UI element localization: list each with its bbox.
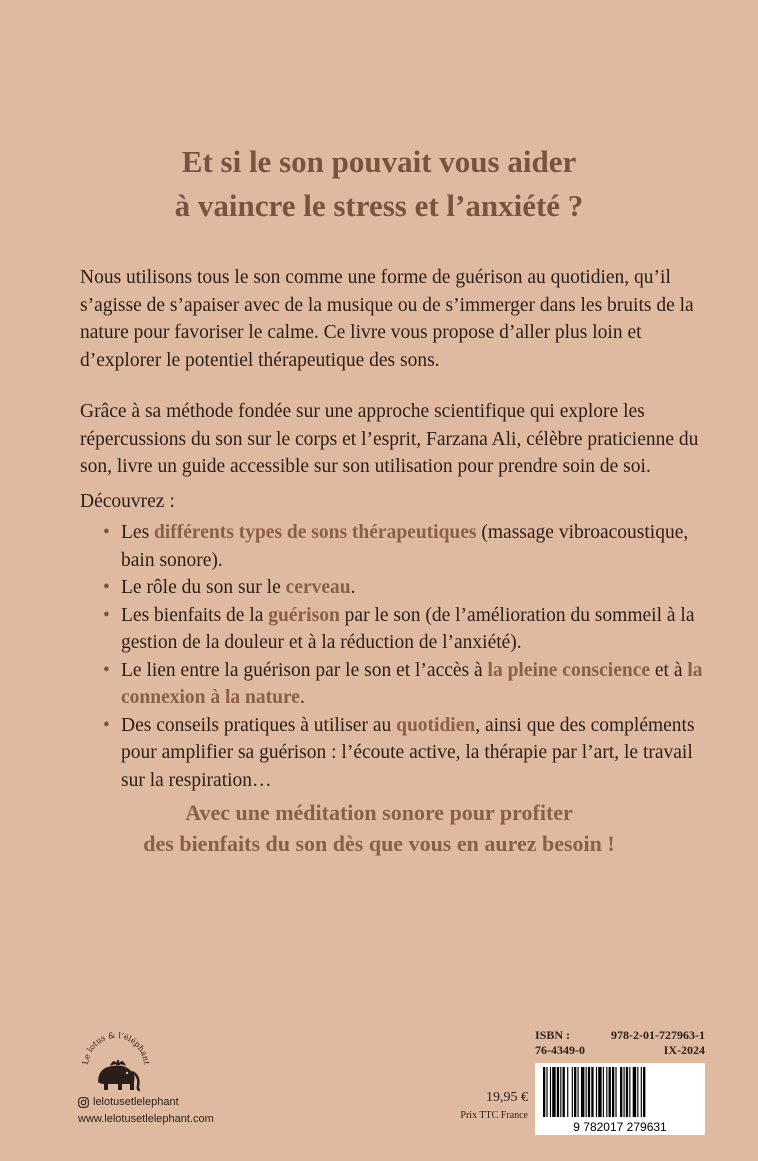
list-item-highlight: la pleine conscience (487, 659, 651, 681)
discover-label: Découvrez : (80, 491, 175, 512)
headline-line-2: à vaincre le stress et l’anxiété ? (174, 188, 584, 223)
price-amount: 19,95 € (486, 1090, 528, 1105)
barcode-graphic (535, 1063, 705, 1135)
list-item (103, 574, 703, 602)
isbn-label: ISBN : (535, 1028, 571, 1042)
topics-list (103, 519, 703, 794)
list-item (103, 602, 703, 657)
list-item-highlight: cerveau (285, 577, 351, 598)
isbn-block (535, 1028, 705, 1058)
list-item-text: Les bienfaits de la (121, 604, 269, 626)
list-item (103, 712, 703, 795)
list-item-highlight: quotidien (396, 714, 476, 736)
isbn-number: 978-2-01-727963-1 (611, 1028, 705, 1042)
elephant-lotus-icon (76, 1026, 156, 1096)
intro-paragraph: Nous utilisons tous le son comme une forme de guérison au quotidien, qu’il s’agisse de s’apaiser avec de la musique ou de s’immerger dans les bruits de la nature pour favoriser le calme. Ce livre vous propose d’aller plus loin et d’explorer le potentiel thérapeutique des sons. (80, 267, 694, 371)
instagram-handle[interactable]: lelotusetlelephant (93, 1096, 179, 1108)
list-item-text: Le rôle du son sur le (121, 577, 286, 598)
list-item-text: (massage vibroacoustique, bain sonore). (121, 522, 689, 571)
isbn-code-2: IX-2024 (663, 1043, 705, 1057)
closing-statement (0, 797, 758, 859)
closing-line-1: Avec une méditation sonore pour profiter (185, 800, 573, 825)
list-item-text: Des conseils pratiques à utiliser au (121, 714, 397, 736)
price-label: Prix TTC France (460, 1110, 528, 1121)
list-item-highlight: la connexion à la nature (121, 659, 703, 708)
instagram-icon (78, 1097, 89, 1108)
instagram-row (78, 1094, 214, 1111)
publisher-logo (76, 1026, 156, 1096)
isbn-code-1: 76-4349-0 (535, 1043, 585, 1057)
closing-line-2: des bienfaits du son dès que vous en aurez besoin ! (143, 831, 615, 856)
list-item-text: . (350, 577, 356, 598)
list-item-text: Les (121, 522, 155, 543)
list-item (103, 657, 703, 712)
website-link[interactable]: www.lelotusetlelephant.com (78, 1113, 214, 1125)
price-block (444, 1089, 528, 1123)
method-paragraph: Grâce à sa méthode fondée sur une approche scientifique qui explore les répercussions du son sur le corps et l’esprit, Farzana Ali, célèbre praticienne du son, livre un guide accessible sur son utilisation pour prendre soin de soi. (80, 401, 699, 477)
barcode (535, 1063, 705, 1135)
list-item-text: et à (650, 659, 688, 681)
headline-line-1: Et si le son pouvait vous aider (181, 144, 577, 179)
publisher-contact (78, 1094, 214, 1128)
list-item-text: Le lien entre la guérison par le son et l’accès à (121, 659, 488, 681)
list-item-text: , ainsi que des compléments pour amplifier sa guérison : l’écoute active, la thérapie par l’art, le travail sur la respiration… (121, 714, 695, 791)
list-item-text: . (299, 687, 305, 708)
list-item-text: par le son (de l’amélioration du sommeil à la gestion de la douleur et à la réduction de l’anxiété). (121, 604, 695, 653)
barcode-digits: 9 782017 279631 (573, 1120, 667, 1134)
list-item-highlight: différents types de sons thérapeutiques (154, 522, 477, 543)
headline (0, 140, 758, 228)
list-item-highlight: guérison (268, 604, 340, 626)
list-item (103, 519, 703, 574)
logo-text: Le lotus & l’éléphant (80, 1030, 151, 1066)
